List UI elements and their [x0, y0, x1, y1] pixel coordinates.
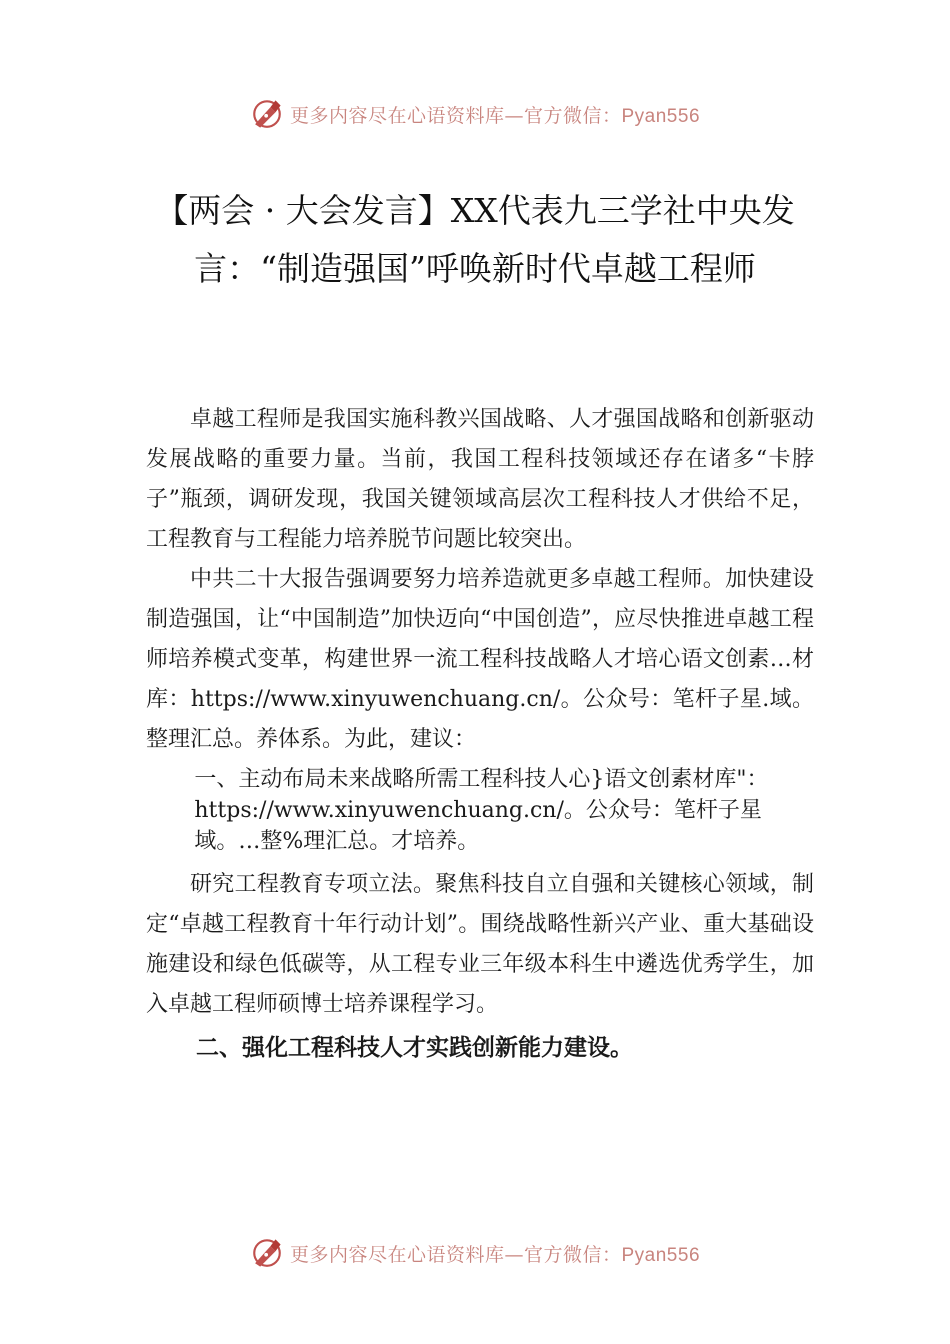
paragraph-3: 研究工程教育专项立法。聚焦科技自立自强和关键核心领域，制定“卓越工程教育十年行动计划”。围绕战略性新兴产业、重大基础设施建设和绿色低碳等，从工程专业三年级本科生中遴选优秀学生，加入卓越工程师硕博士培养课程学习。 [146, 872, 814, 1017]
pen-nib-icon [250, 97, 284, 131]
header-banner [0, 94, 950, 134]
document-body [146, 400, 814, 1067]
document-title: 【两会 · 大会发言】XX代表九三学社中央发言：“制造强国”呼唤新时代卓越工程师 [155, 191, 795, 288]
banner-text: 更多内容尽在心语资料库—官方微信：Pyan556 [289, 104, 701, 127]
pen-nib-icon [250, 1236, 284, 1270]
section-heading-2: 二、强化工程科技人才实践创新能力建设。 [196, 1034, 633, 1060]
footer-banner [0, 1233, 950, 1273]
paragraph-2: 中共二十大报告强调要努力培养造就更多卓越工程师。加快建设制造强国，让“中国制造”加快迈向“中国创造”，应尽快推进卓越工程师培养模式变革，构建世界一流工程科技战略人才培心语文创素…材库：https://www.xinyuwenchuang.cn/。公众号：笔杆子星.域。整理汇总。养体系。为此，建议： [146, 567, 814, 752]
paragraph-1: 卓越工程师是我国实施科教兴国战略、人才强国战略和创新驱动发展战略的重要力量。当前，我国工程科技领域还存在诸多“卡脖子”瓶颈，调研发现，我国关键领域高层次工程科技人才供给不足，工程教育与工程能力培养脱节问题比较突出。 [146, 407, 814, 552]
list-item-1: 一、主动布局未来战略所需工程科技人心}语文创素材库"：https://www.xinyuwenchuang.cn/。公众号：笔杆子星域。…整%理汇总。才培养。 [194, 767, 769, 854]
banner-text: 更多内容尽在心语资料库—官方微信：Pyan556 [289, 1243, 701, 1266]
